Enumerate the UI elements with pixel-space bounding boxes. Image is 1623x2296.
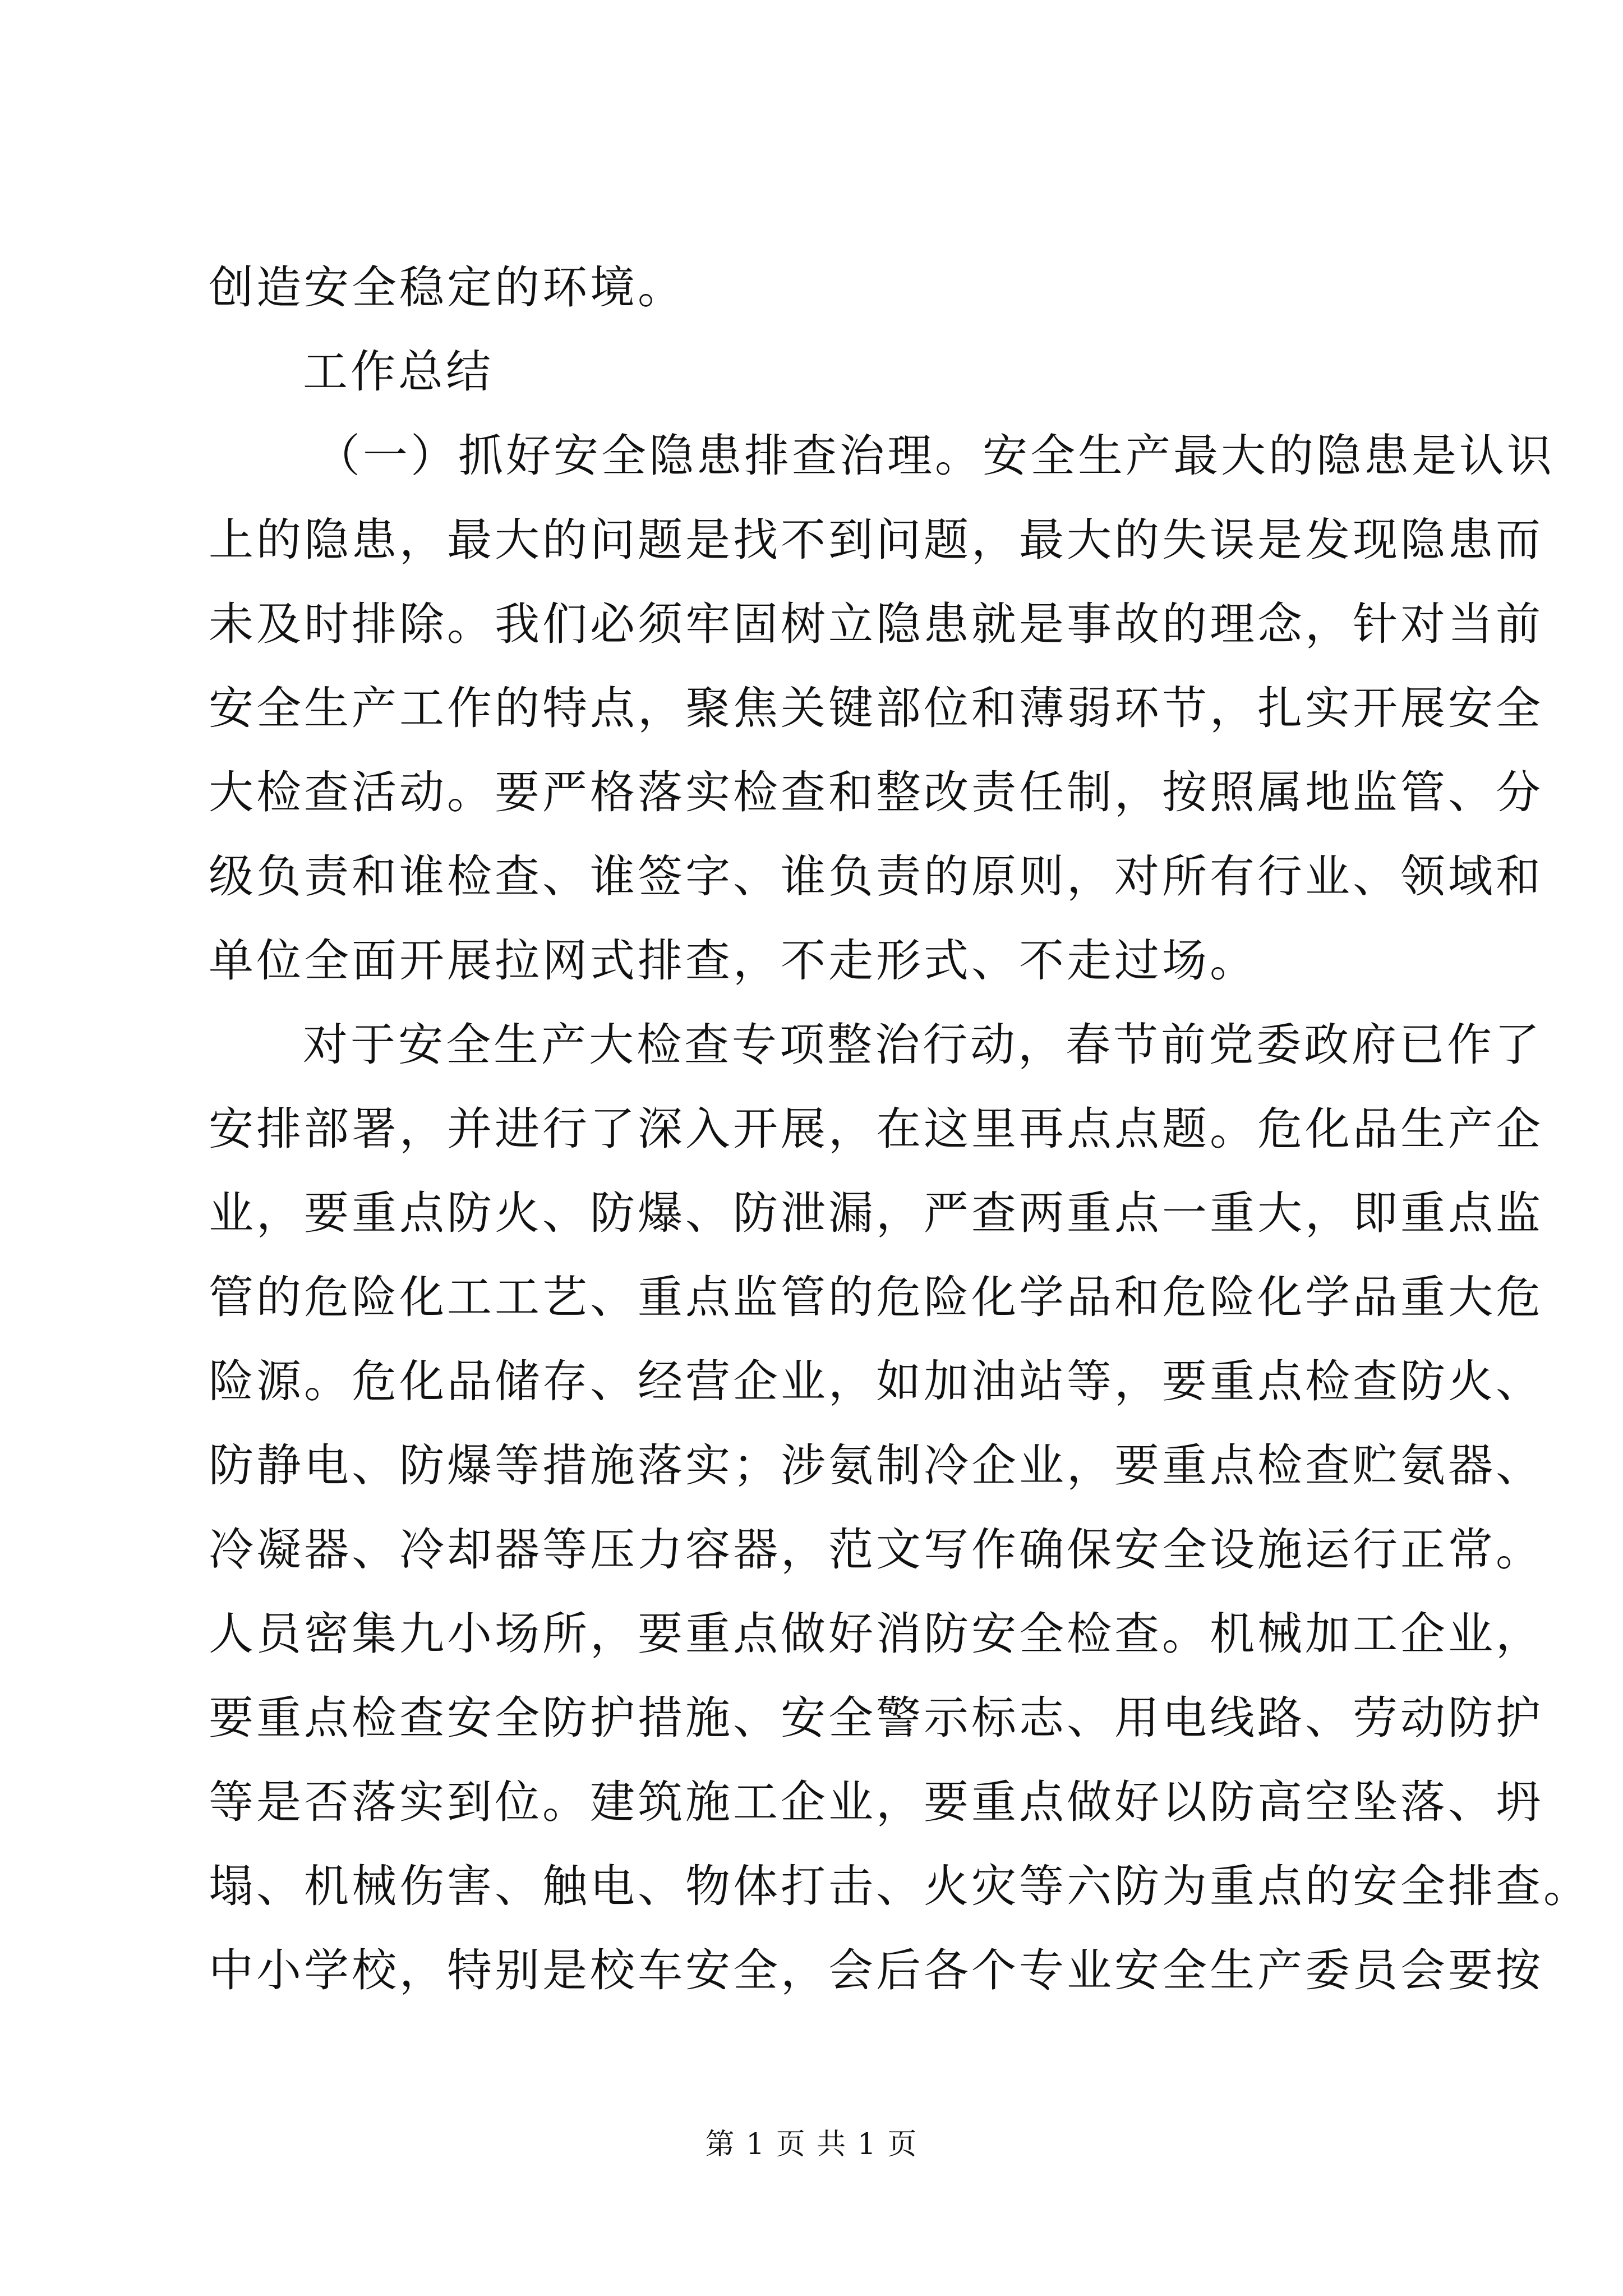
text-line: 要重点检查安全防护措施、安全警示标志、用电线路、劳动防护	[209, 1692, 1543, 1744]
text-line: 塌、机械伤害、触电、物体打击、火灾等六防为重点的安全排查。	[209, 1860, 1591, 1912]
text-line: 大检查活动。要严格落实检查和整改责任制，按照属地监管、分	[209, 766, 1543, 818]
text-line: 管的危险化工工艺、重点监管的危险化学品和危险化学品重大危	[209, 1271, 1543, 1323]
text-line: 级负责和谁检查、谁签字、谁负责的原则，对所有行业、领域和	[209, 850, 1543, 903]
text-line: 中小学校，特别是校车安全，会后各个专业安全生产委员会要按	[209, 1944, 1543, 1996]
text-line: 冷凝器、冷却器等压力容器，范文写作确保安全设施运行正常。	[209, 1524, 1543, 1576]
document-body	[209, 246, 1591, 2013]
text-line: 防静电、防爆等措施落实；涉氨制冷企业，要重点检查贮氨器、	[209, 1439, 1543, 1492]
text-line: 单位全面开展拉网式排查，不走形式、不走过场。	[209, 935, 1257, 987]
section-heading: 工作总结	[303, 346, 494, 398]
text-line: 对于安全生产大检查专项整治行动，春节前党委政府已作了	[303, 1019, 1542, 1071]
text-line: （一）抓好安全隐患排查治理。安全生产最大的隐患是认识	[315, 430, 1555, 482]
page-footer: 第 1 页 共 1 页	[705, 2128, 918, 2161]
text-line: 险源。危化品储存、经营企业，如加油站等，要重点检查防火、	[209, 1355, 1543, 1407]
text-line: 业，要重点防火、防爆、防泄漏，严查两重点一重大，即重点监	[209, 1187, 1543, 1239]
text-line: 安全生产工作的特点，聚焦关键部位和薄弱环节，扎实开展安全	[209, 682, 1543, 734]
text-line: 等是否落实到位。建筑施工企业，要重点做好以防高空坠落、坍	[209, 1776, 1543, 1828]
text-line: 创造安全稳定的环境。	[209, 261, 685, 314]
text-line: 安排部署，并进行了深入开展，在这里再点点题。危化品生产企	[209, 1103, 1543, 1155]
text-line: 上的隐患，最大的问题是找不到问题，最大的失误是发现隐患而	[209, 514, 1543, 566]
text-line: 人员密集九小场所，要重点做好消防安全检查。机械加工企业，	[209, 1608, 1543, 1660]
text-line: 未及时排除。我们必须牢固树立隐患就是事故的理念，针对当前	[209, 598, 1543, 650]
